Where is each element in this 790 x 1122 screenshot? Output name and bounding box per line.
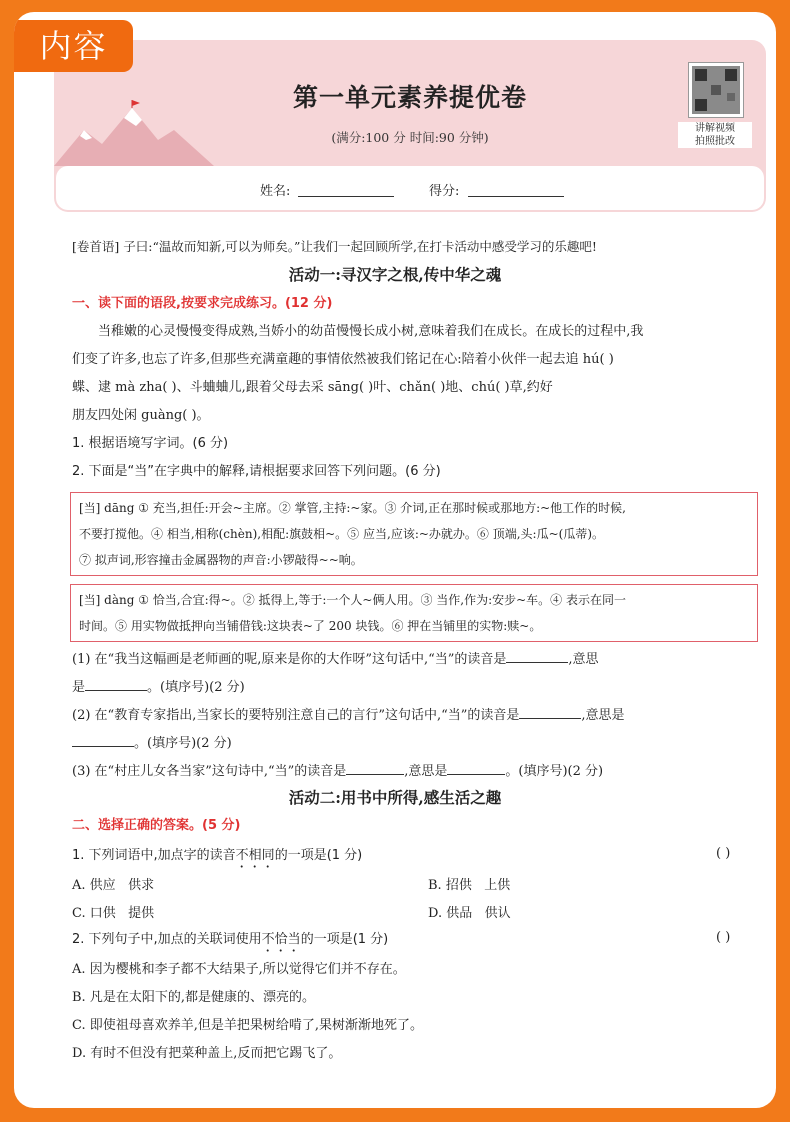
mc-2-emphasis: 不恰当 (261, 932, 301, 947)
intro-text: [卷首语] 子曰:“温故而知新,可以为师矣。”让我们一起回顾所学,在打卡活动中感受学习的乐趣吧! (72, 239, 597, 254)
mc-question-2 (72, 930, 764, 955)
sub-question-2-text: (2) 在“教育专家指出,当家长的要特别注意自己的言行”这句话中,“当”的读音是 (72, 708, 520, 723)
sub-question-3-text: (3) 在“村庄儿女各当家”这句诗中,“当”的读音是 (72, 764, 347, 779)
mc-1-option-d[interactable] (428, 902, 511, 921)
mc-2-answer-paren[interactable]: ( ) (716, 930, 731, 945)
option-text: 供认 (484, 906, 511, 921)
answer-blank[interactable] (72, 732, 134, 747)
mc-2-option-c[interactable]: C. 即使祖母喜欢养羊,但是羊把果树给啃了,果树渐渐地死了。 (72, 1018, 424, 1033)
option-text: 供求 (128, 878, 155, 893)
exam-subtitle: (满分:100 分 时间:90 分钟) (331, 130, 489, 145)
mc-1-stem: 1. 下列词语中,加点字的读音 (72, 848, 236, 863)
sub-question-1-text: (1) 在“我当这幅画是老师画的呢,原来是你的大作呀”这句话中,“当”的读音是 (72, 652, 507, 667)
question-1: 1. 根据语境写字词。(6 分) (72, 436, 229, 451)
section-one-heading: 一、读下面的语段,按要求完成练习。(12 分) (72, 296, 333, 311)
sub-question-2 (72, 704, 764, 726)
exam-title: 第一单元素养提优卷 (292, 83, 527, 112)
reading-passage (72, 318, 764, 430)
mc-2-option-b[interactable]: B. 凡是在太阳下的,都是健康的、漂亮的。 (72, 990, 315, 1005)
answer-blank[interactable] (519, 704, 581, 719)
name-label: 姓名: (260, 184, 291, 199)
dictionary-entry-dang4 (70, 584, 758, 642)
qr-code-icon[interactable] (688, 62, 744, 118)
dict-line: 不要打搅他。④ 相当,相称(chèn),相配:旗鼓相~。⑤ 应当,应该:~办就办。⑥ 顶端,头:瓜~(瓜蒂)。 (79, 527, 605, 541)
passage-line-2: 们变了许多,也忘了许多,但那些充满童趣的事情依然被我们铭记在心:陪着小伙伴一起去追 hú( ) (72, 352, 614, 367)
mc-2-stem: 2. 下列句子中,加点的关联词使用 (72, 932, 262, 947)
score-field[interactable] (468, 196, 564, 197)
sub-question-3-tail: 。(填序号)(2 分) (505, 764, 604, 779)
qr-caption (678, 122, 752, 148)
option-text: C. 口供 (72, 906, 116, 921)
mc-1-option-c[interactable] (72, 902, 154, 921)
qr-caption-line2: 拍照批改 (695, 136, 735, 147)
sub-question-1-tail: 。(填序号)(2 分) (147, 680, 245, 695)
mc-2-option-a[interactable]: A. 因为樱桃和李子都不大结果子,所以觉得它们并不存在。 (72, 962, 406, 977)
name-score-box (56, 166, 764, 210)
mc-2-stem-end: 的一项是(1 分) (300, 932, 389, 947)
dict-line: ⑦ 拟声词,形容撞击金属器物的声音:小锣敲得~~响。 (79, 553, 363, 567)
sub-question-3 (72, 760, 764, 782)
qr-caption-line1: 讲解视频 (695, 123, 735, 134)
answer-blank[interactable] (447, 760, 505, 775)
option-text: 上供 (484, 878, 511, 893)
passage-line-4: 朋友四处闲 guàng( )。 (72, 408, 210, 423)
exam-header (54, 40, 766, 212)
sub-question-2-cont (72, 732, 764, 754)
answer-blank[interactable] (346, 760, 404, 775)
section-two-heading: 二、选择正确的答案。(5 分) (72, 818, 241, 833)
sub-question-1-cont (72, 676, 764, 698)
content-tag: 内容 (14, 20, 133, 72)
sub-question-1-cont-text: 是 (72, 680, 86, 695)
mc-1-emphasis: 不相同 (235, 848, 275, 863)
mc-1-option-b[interactable] (428, 874, 510, 893)
passage-line-1: 当稚嫩的心灵慢慢变得成熟,当娇小的幼苗慢慢长成小树,意味着我们在成长。在成长的过程中,我 (98, 324, 644, 339)
option-text: A. 供应 (72, 878, 116, 893)
activity-two-heading: 活动二:用书中所得,感生活之趣 (288, 788, 502, 807)
question-2: 2. 下面是“当”在字典中的解释,请根据要求回答下列问题。(6 分) (72, 464, 441, 479)
sub-question-2-mid: ,意思是 (581, 708, 625, 723)
answer-blank[interactable] (506, 648, 568, 663)
mc-1-stem-end: 的一项是(1 分) (274, 848, 363, 863)
sub-question-1-mid: ,意思 (568, 652, 599, 667)
name-field[interactable] (298, 196, 394, 197)
dict-line: [当] dāng ① 充当,担任:开会~主席。② 掌管,主持:~家。③ 介词,正在那时候或那地方:~他工作的时候, (79, 501, 626, 515)
mc-1-answer-paren[interactable]: ( ) (716, 846, 731, 861)
activity-one-heading: 活动一:寻汉字之根,传中华之魂 (288, 265, 502, 284)
mc-question-1 (72, 846, 764, 871)
option-text: B. 招供 (428, 878, 472, 893)
sub-question-2-tail: 。(填序号)(2 分) (134, 736, 232, 751)
sub-question-3-mid: ,意思是 (404, 764, 448, 779)
option-text: 提供 (128, 906, 155, 921)
dict-line: 时间。⑤ 用实物做抵押向当铺借钱:这块表~了 200 块钱。⑥ 押在当铺里的实物:赎~。 (79, 619, 542, 633)
dictionary-entry-dang1 (70, 492, 758, 576)
sub-question-1 (72, 648, 764, 670)
option-text: D. 供品 (428, 906, 473, 921)
score-label: 得分: (429, 184, 460, 199)
worksheet-page (14, 12, 776, 1108)
answer-blank[interactable] (85, 676, 147, 691)
mc-2-option-d[interactable]: D. 有时不但没有把菜种盖上,反而把它踢飞了。 (72, 1046, 342, 1061)
passage-line-3: 蝶、逮 mà zha( )、斗蛐蛐儿,跟着父母去采 sāng( )叶、chǎn( )地、chú( )草,约好 (72, 380, 553, 395)
mc-1-option-a[interactable] (72, 874, 154, 893)
dict-line: [当] dàng ① 恰当,合宜:得~。② 抵得上,等于:一个人~俩人用。③ 当作,作为:安步~车。④ 表示在同一 (79, 593, 626, 607)
